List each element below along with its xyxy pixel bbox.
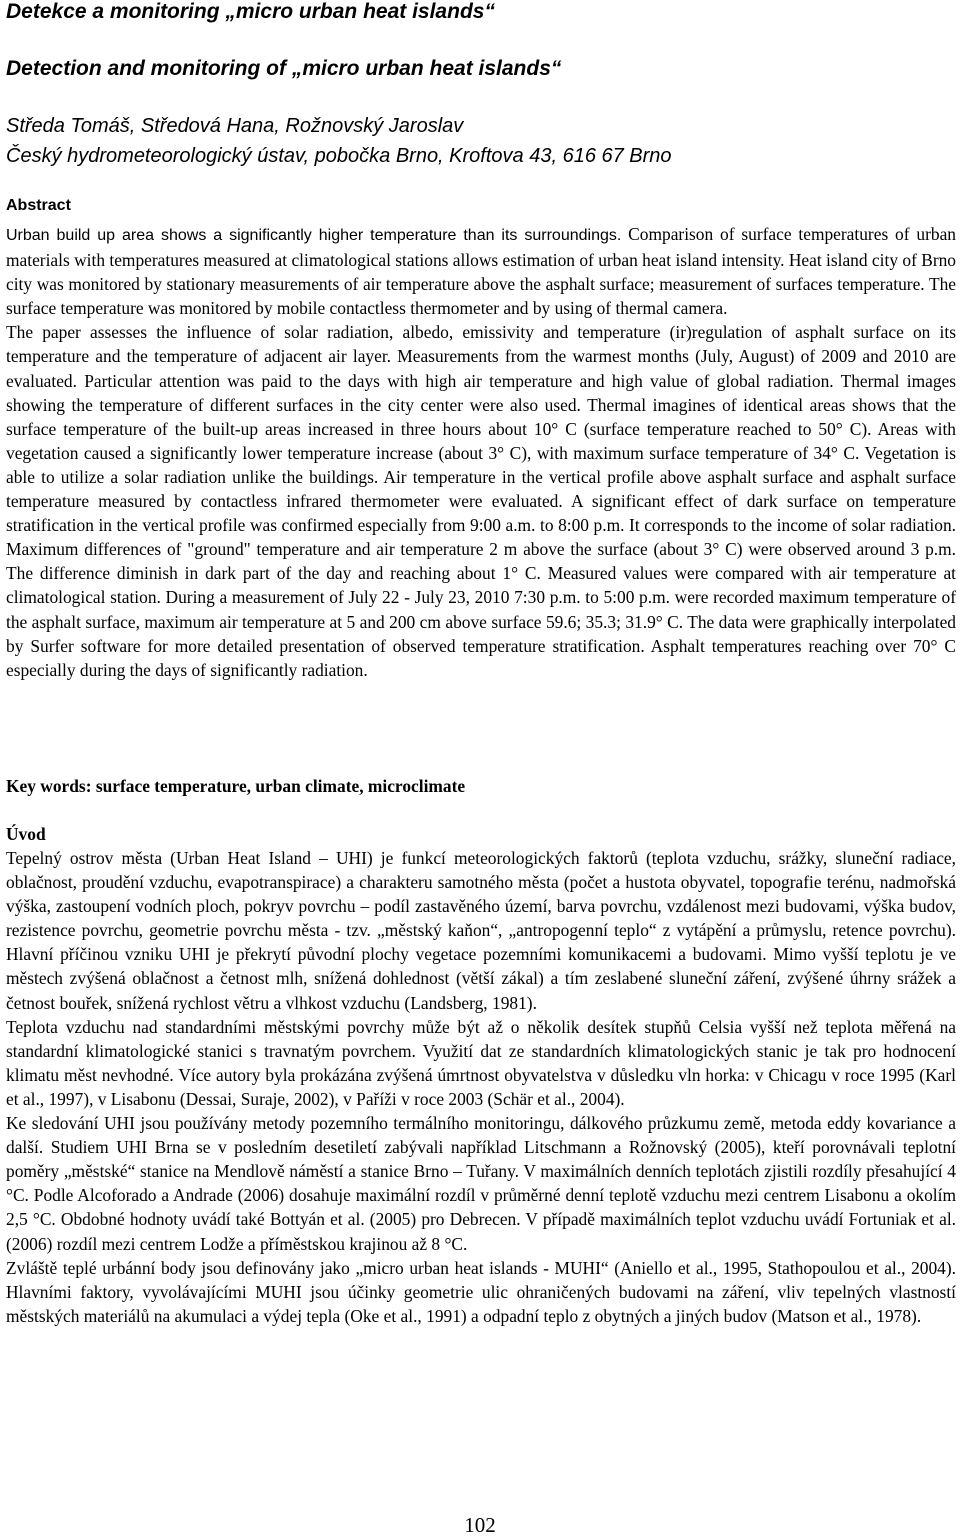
intro-paragraph-4: Zvláště teplé urbánní body jsou definovány jako „micro urban heat islands - MUHI“ (Aniello et al., 1995, Stathopoulou et al., 2004). Hlavními faktory, vyvolávajícími MUHI jsou účinky geometrie ulic ohraničených budovami na záření, vliv tepelných vlastností městských materiálů na akumulaci a výdej tepla (Oke et al., 1991) a odpadní teplo z obytných a jiných budov (Matson et al., 1978). — [6, 1257, 956, 1326]
abstract — [6, 222, 956, 682]
abstract-paragraph-2: The paper assesses the influence of solar radiation, albedo, emissivity and temperature (ir)regulation of asphalt surface on its temperature and the temperature of adjacent air layer. Measurements from the warmest months (July, August) of 2009 and 2010 are evaluated. Particular attention was paid to the days with high air temperature and high value of global radiation. Thermal images showing the temperature of different surfaces in the city center were also used. Thermal imagines of identical areas shows that the surface temperature of the built-up areas increased in three hours about 10° C (surface temperature reached to 50° C). Areas with vegetation caused a significantly lower temperature increase (about 3° C), with maximum surface temperature of 34° C. Vegetation is able to utilize a solar radiation unlike the buildings. Air temperature in the vertical profile above asphalt surface and asphalt surface temperature measured by contactless infrared thermometer were evaluated. A significant effect of dark surface on temperature stratification in the vertical profile was confirmed especially from 9:00 a.m. to 8:00 p.m. It corresponds to the income of solar radiation. Maximum differences of "ground" temperature and air temperature 2 m above the surface (about 3° C) were observed around 3 p.m. The difference diminish in dark part of the day and reaching about 1° C. Measured values were compared with air temperature at climatological station. During a measurement of July 22 - July 23, 2010 7:30 p.m. to 5:00 p.m. were recorded maximum temperature of the asphalt surface, maximum air temperature at 5 and 200 cm above surface 59.6; 35.3; 31.9° C. The data were graphically interpolated by Surfer software for more detailed presentation of observed temperature stratification. Asphalt temperatures reaching over 70° C especially during the days of significantly radiation. — [6, 322, 956, 680]
abstract-paragraph-1 — [6, 222, 956, 320]
intro-paragraph-3: Ke sledování UHI jsou používány metody pozemního termálního monitoringu, dálkového průzkumu země, metoda eddy kovariance a další. Studiem UHI Brna se v posledním desetiletí zabývali například Litschmann a Rožnovský (2005), kteří porovnávali teplotní poměry „městské“ stanice na Mendlově náměstí a stanice Brno – Tuřany. V maximálních denních teplotách zjistili rozdíly přesahující 4 °C. Podle Alcoforado a Andrade (2006) dosahuje maximální rozdíl v průměrné denní teplotě vzduchu mezi centrem Lisabonu a okolím 2,5 °C. Obdobné hodnoty uvádí také Bottyán et al. (2005) pro Debrecen. V případě maximálních teplot vzduchu uvádí Fortuniak et al. (2006) rozdíl mezi centrem Lodže a příměstskou krajinou až 8 °C. — [6, 1113, 956, 1254]
title-czech: Detekce a monitoring „micro urban heat islands“ — [6, 0, 495, 23]
affiliation: Český hydrometeorologický ústav, pobočka Brno, Kroftova 43, 616 67 Brno — [6, 145, 672, 167]
introduction — [6, 846, 956, 1328]
title-english: Detection and monitoring of „micro urban heat islands“ — [6, 57, 562, 80]
page-number: 102 — [464, 1513, 496, 1537]
abstract-heading: Abstract — [6, 197, 71, 214]
intro-heading: Úvod — [6, 824, 46, 844]
authors: Středa Tomáš, Středová Hana, Rožnovský Jaroslav — [6, 115, 464, 137]
intro-paragraph-1: Tepelný ostrov města (Urban Heat Island – UHI) je funkcí meteorologických faktorů (teplota vzduchu, srážky, sluneční radiace, oblačnost, proudění vzduchu, evapotranspirace) a charakteru samotného města (počet a hustota obyvatel, topografie terénu, nadmořská výška, zastoupení vodních ploch, pokryv povrchu – podíl zastavěného území, barva povrchu, vzdálenost mezi budovami, výška budov, rezistence povrchu, geometrie povrchu města - tzv. „městský kaňon“, „antropogenní teplo“ z vytápění a průmyslu, retence povrchu). Hlavní příčinou vzniku UHI je překrytí původní plochy vegetace pozemními komunikacemi a budovami. Mimo vyšší teplotu je ve městech zvýšená oblačnost a četnost mlh, snížená dohlednost (větší zákal) a tím zeslabené sluneční záření, zvýšené úhrny srážek a četnost bouřek, snížená rychlost větru a vlhkost vzduchu (Landsberg, 1981). — [6, 848, 956, 1013]
intro-paragraph-2: Teplota vzduchu nad standardními městskými povrchy může být až o několik desítek stupňů Celsia vyšší než teplota měřená na standardní klimatologické stanici s travnatým povrchem. Využití dat ze standardních klimatologických stanic je tak pro hodnocení klimatu měst nevhodné. Více autory byla prokázána zvýšená úmrtnost obyvatelstva v důsledku vln horka: v Chicagu v roce 1995 (Karl et al., 1997), v Lisabonu (Dessai, Suraje, 2002), v Paříži v roce 2003 (Schär et al., 2004). — [6, 1016, 956, 1109]
abstract-lead: Urban build up area shows a significantly higher temperature than its surroundings. — [6, 227, 622, 244]
abstract-text-1: Comparison of surface temperatures of urban materials with temperatures measured at climatological stations allows estimation of urban heat island intensity. Heat island city of Brno city was monitored by stationary measurements of air temperature above the asphalt surface; measurement of surfaces temperature. The surface temperature was monitored by mobile contactless thermometer and by using of thermal camera. — [6, 224, 956, 319]
keywords: Key words: surface temperature, urban climate, microclimate — [6, 776, 466, 796]
